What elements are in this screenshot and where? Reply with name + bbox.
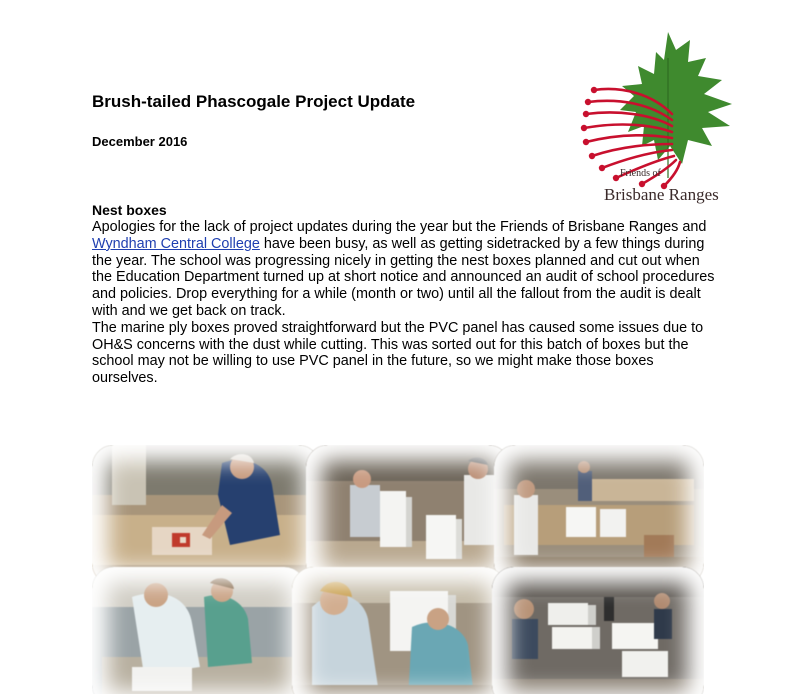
document-title: Brush-tailed Phascogale Project Update: [92, 92, 416, 111]
section-body: [92, 219, 722, 387]
paragraph-1-text-a: Apologies for the lack of project updates during the year but the Friends of Brisbane Ranges and: [92, 219, 707, 235]
photo-girl-student-with-box: [292, 567, 506, 694]
paragraph-2: The marine ply boxes proved straightforward but the PVC panel has caused some issues due to OH&S concerns with the dust while cutting. This was sorted out for this batch of boxes but the school may not be willing to use PVC panel in the future, so we might make those boxes ourselves.: [92, 319, 704, 387]
paragraph-1-text-b: have been busy, as well as getting sidetracked by a few things during the year. The school was progressing nicely in getting the nest boxes planned and cut out when the Education Department turned up at short notice and announced an audit of school procedures and policies. Drop everything for a while (month or two) until all the fallout from the audit is dealt with and we get back on track.: [92, 235, 715, 319]
paragraph-1: [92, 219, 722, 320]
oak-leaf-icon: [620, 32, 732, 164]
photo-collage: [92, 445, 704, 694]
photo-stacked-nest-boxes: [492, 567, 704, 694]
section-heading-nest-boxes: Nest boxes: [92, 202, 167, 218]
document-date: December 2016: [92, 134, 188, 149]
photo-man-measuring-board: [92, 445, 320, 585]
photo-workbench-with-boxes: [494, 445, 704, 585]
logo-text-line2: Brisbane Ranges: [604, 185, 719, 204]
photo-student-with-teacher: [92, 567, 306, 694]
wyndham-central-college-link[interactable]: Wyndham Central College: [92, 235, 260, 252]
friends-of-brisbane-ranges-logo: [572, 28, 746, 210]
photo-men-assembling-boxes: [306, 445, 510, 585]
logo-text-line1: Friends of: [620, 168, 661, 179]
